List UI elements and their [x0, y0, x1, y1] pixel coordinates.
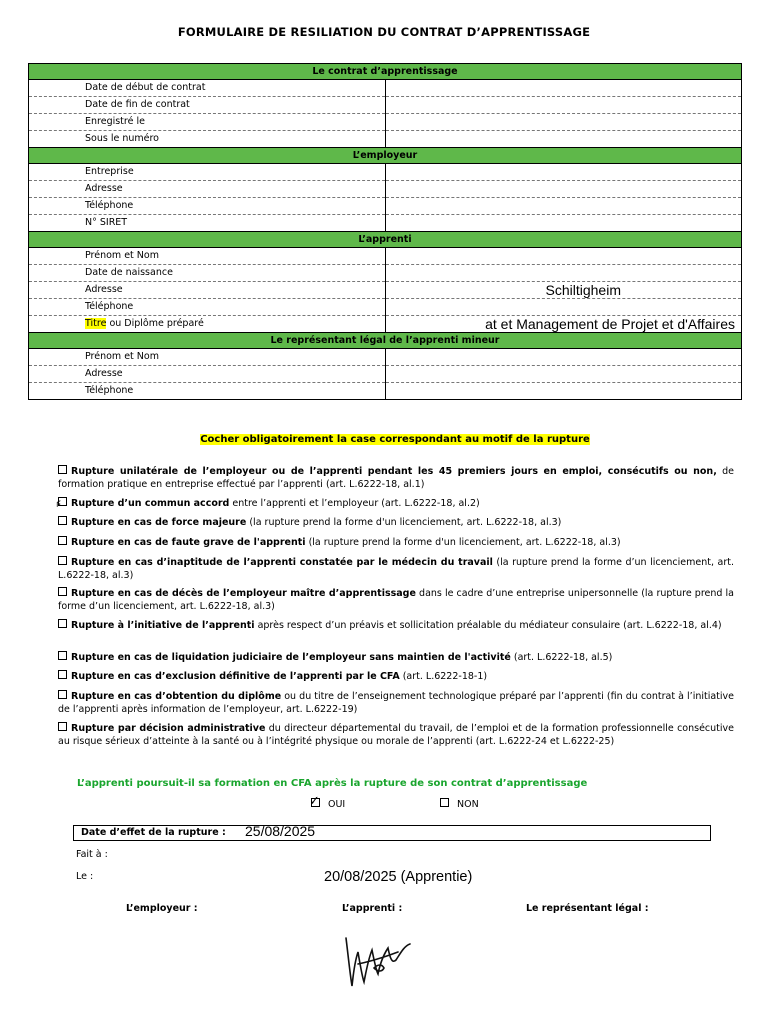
check-mark-icon: ✓ — [309, 794, 320, 809]
signature-representant-label: Le représentant légal : — [526, 903, 649, 914]
checkbox-motif-5[interactable] — [58, 587, 67, 596]
signature-apprenti-label: L’apprenti : — [342, 903, 403, 914]
motif-title: Rupture en cas d’obtention du diplôme — [71, 691, 282, 702]
option-oui-label: OUI — [328, 799, 346, 810]
motif-item[interactable] — [58, 465, 734, 491]
option-oui[interactable] — [311, 798, 345, 810]
option-non[interactable] — [440, 798, 479, 810]
label-adresse-representant: Adresse — [29, 366, 386, 383]
fait-a-label: Fait à : — [76, 849, 108, 860]
motif-item[interactable] — [58, 536, 734, 549]
motif-detail: après respect d’un préavis et sollicitation préalable du médiateur consulaire (art. L.6222-18, al.4) — [254, 620, 722, 631]
motif-item[interactable] — [58, 651, 734, 664]
checkbox-motif-10[interactable] — [58, 722, 67, 731]
label-telephone-apprenti: Téléphone — [29, 299, 386, 316]
section-header-representant: Le représentant légal de l’apprenti mineur — [29, 333, 742, 349]
checkbox-motif-3[interactable] — [58, 536, 67, 545]
checkbox-motif-4[interactable] — [58, 556, 67, 565]
field-adresse-apprenti[interactable]: Schiltigheim — [385, 282, 742, 299]
field-telephone-apprenti[interactable] — [385, 299, 742, 316]
label-telephone-representant: Téléphone — [29, 383, 386, 400]
field-enregistre[interactable] — [385, 114, 742, 131]
motif-title: Rupture en cas de décès de l’employeur maître d’apprentissage — [71, 588, 416, 599]
field-siret[interactable] — [385, 215, 742, 232]
motif-title: Rupture par décision administrative — [71, 723, 266, 734]
field-entreprise[interactable] — [385, 164, 742, 181]
motif-title: Rupture en cas de faute grave de l'apprenti — [71, 537, 306, 548]
effective-date-label: Date d’effet de la rupture : — [81, 827, 226, 838]
motif-detail: de formation pratique en entreprise effectué par l’apprenti (art. L.6222-18, al.1) — [58, 466, 734, 490]
checkbox-motif-9[interactable] — [58, 690, 67, 699]
motif-title: Rupture en cas d’exclusion définitive de l’apprenti par le CFA — [71, 671, 400, 682]
label-numero: Sous le numéro — [29, 131, 386, 148]
checkbox-motif-8[interactable] — [58, 670, 67, 679]
label-entreprise: Entreprise — [29, 164, 386, 181]
motif-item[interactable] — [58, 497, 734, 510]
checkbox-motif-1[interactable] — [58, 497, 67, 506]
checkbox-non[interactable] — [440, 798, 449, 807]
field-nom-apprenti[interactable] — [385, 248, 742, 265]
section-header-apprenti: L’apprenti — [29, 232, 742, 248]
hand-mark-icon: ⸄ — [55, 497, 63, 515]
section-header-contrat: Le contrat d’apprentissage — [29, 64, 742, 80]
field-naissance[interactable] — [385, 265, 742, 282]
motif-title: Rupture en cas de liquidation judiciaire de l’employeur sans maintien de l'activité — [71, 652, 511, 663]
motif-item[interactable] — [58, 670, 734, 683]
motif-detail: du directeur départemental du travail, de l’emploi et de la formation professionnelle consécutive au risque sérieux d’atteinte à la santé ou à l’intégrité physique ou morale de l’apprenti (art. L.6222-24 et L.6222-25) — [58, 723, 734, 747]
label-date-debut: Date de début de contrat — [29, 80, 386, 97]
label-enregistre: Enregistré le — [29, 114, 386, 131]
motif-detail: (la rupture prend la forme d’un licenciement, art. L.6222-18, al.3) — [58, 557, 734, 581]
motif-title: Rupture d’un commun accord — [71, 498, 230, 509]
checkbox-motif-7[interactable] — [58, 651, 67, 660]
le-value[interactable]: 20/08/2025 (Apprentie) — [324, 869, 473, 885]
label-adresse-employeur: Adresse — [29, 181, 386, 198]
motif-title: Rupture à l’initiative de l’apprenti — [71, 620, 255, 631]
label-naissance: Date de naissance — [29, 265, 386, 282]
field-telephone-representant[interactable] — [385, 383, 742, 400]
label-date-fin: Date de fin de contrat — [29, 97, 386, 114]
checkbox-motif-0[interactable] — [58, 465, 67, 474]
motif-detail: (la rupture prend la forme d'un licenciement, art. L.6222-18, al.3) — [305, 537, 621, 548]
field-telephone-employeur[interactable] — [385, 198, 742, 215]
field-date-debut[interactable] — [385, 80, 742, 97]
effective-date-box — [73, 825, 711, 841]
label-nom-representant: Prénom et Nom — [29, 349, 386, 366]
motif-item[interactable] — [58, 722, 734, 748]
field-numero[interactable] — [385, 131, 742, 148]
motif-detail: ou du titre de l’enseignement technologique préparé par l’apprenti (fin du contrat à l’initiative de l’apprenti après information de l’employeur, art. L.6222-19) — [58, 691, 735, 715]
motif-item[interactable] — [58, 587, 734, 613]
handwritten-signature — [338, 934, 414, 990]
motif-detail: entre l’apprenti et l’employeur (art. L.6222-18, al.2) — [229, 498, 480, 509]
label-diplome-highlight: Titre — [85, 318, 107, 329]
motif-item[interactable] — [58, 690, 734, 716]
label-telephone-employeur: Téléphone — [29, 198, 386, 215]
field-adresse-representant[interactable] — [385, 366, 742, 383]
motif-detail: (art. L.6222-18-1) — [399, 671, 488, 682]
label-diplome — [29, 316, 386, 333]
section-header-employeur: L’employeur — [29, 148, 742, 164]
motif-item[interactable] — [58, 619, 734, 632]
checkbox-oui[interactable] — [311, 798, 320, 807]
fait-a — [76, 849, 108, 860]
motif-title: Rupture en cas d’inaptitude de l’apprenti constatée par le médecin du travail — [71, 557, 493, 568]
contract-info-table — [28, 63, 742, 400]
instruction-highlight: Cocher obligatoirement la case correspondant au motif de la rupture — [200, 434, 590, 445]
motif-item[interactable] — [58, 556, 734, 582]
option-non-label: NON — [457, 799, 479, 810]
field-adresse-employeur[interactable] — [385, 181, 742, 198]
motif-title: Rupture en cas de force majeure — [71, 517, 247, 528]
field-diplome[interactable]: at et Management de Projet et d'Affaires — [385, 316, 742, 333]
motif-detail: dans le cadre d’une entreprise unipersonnelle (la rupture prend la forme d’un licenciement, art. L.6222-18, al.3) — [58, 588, 734, 612]
motif-item[interactable] — [58, 516, 734, 529]
motif-detail: (la rupture prend la forme d'un licenciement, art. L.6222-18, al.3) — [246, 517, 562, 528]
label-siret: N° SIRET — [29, 215, 386, 232]
field-date-fin[interactable] — [385, 97, 742, 114]
checkbox-motif-6[interactable] — [58, 619, 67, 628]
effective-date-value[interactable]: 25/08/2025 — [245, 823, 316, 839]
le-label: Le : — [76, 871, 94, 882]
instruction-text — [0, 434, 768, 445]
label-adresse-apprenti: Adresse — [29, 282, 386, 299]
motif-detail: (art. L.6222-18, al.5) — [510, 652, 613, 663]
label-nom-apprenti: Prénom et Nom — [29, 248, 386, 265]
label-diplome-text: ou Diplôme préparé — [106, 318, 204, 329]
cfa-question: L’apprenti poursuit-il sa formation en CFA après la rupture de son contrat d’apprentissage — [77, 778, 588, 789]
form-title: FORMULAIRE DE RESILIATION DU CONTRAT D’APPRENTISSAGE — [177, 25, 591, 39]
motif-title: Rupture unilatérale de l’employeur ou de l’apprenti pendant les 45 premiers jours en emploi, consécutifs ou non, — [71, 466, 717, 477]
signature-employeur-label: L’employeur : — [126, 903, 198, 914]
field-nom-representant[interactable] — [385, 349, 742, 366]
checkbox-motif-2[interactable] — [58, 516, 67, 525]
